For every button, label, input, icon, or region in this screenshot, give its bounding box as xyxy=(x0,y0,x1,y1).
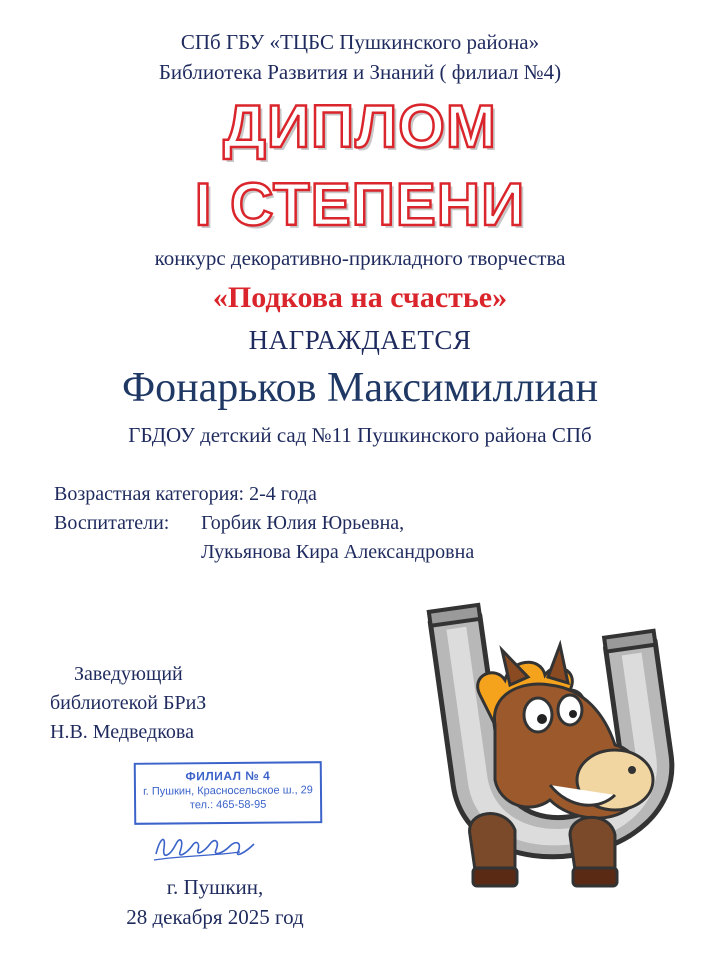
signature-icon xyxy=(150,826,260,871)
signatory-name: Н.В. Медведкова xyxy=(50,721,194,743)
diploma-degree: I СТЕПЕНИ xyxy=(194,171,526,238)
teachers-label: Воспитатели: xyxy=(54,512,170,534)
stamp-line-2: г. Пушкин, Красносельское ш., 29 xyxy=(142,784,313,798)
age-category: Возрастная категория: 2-4 года xyxy=(54,483,317,505)
awarded-label: НАГРАЖДАЕТСЯ xyxy=(248,325,472,355)
diploma-title: ДИПЛОМ xyxy=(223,93,497,160)
organization-line-1: СПб ГБУ «ТЦБС Пушкинского района» xyxy=(180,30,540,54)
organization-line-2: Библиотека Развития и Знаний ( филиал №4) xyxy=(158,60,562,84)
horseshoe-horse-icon xyxy=(410,585,710,930)
teacher-1: Горбик Юлия Юрьевна, xyxy=(201,512,405,534)
contest-name: «Подкова на счастье» xyxy=(212,281,508,314)
stamp-line-3: тел.: 465-58-95 xyxy=(189,798,267,812)
signatory-department: библиотекой БРиЗ xyxy=(50,692,207,714)
winner-name: Фонарьков Максимиллиан xyxy=(121,365,599,411)
winner-institution: ГБДОУ детский сад №11 Пушкинского района СПб xyxy=(128,423,592,447)
city: г. Пушкин, xyxy=(166,875,264,899)
signatory-position: Заведующий xyxy=(74,663,183,685)
teacher-2: Лукьянова Кира Александровна xyxy=(201,541,475,563)
stamp-line-1: ФИЛИАЛ № 4 xyxy=(185,768,271,784)
issue-date: 28 декабря 2025 год xyxy=(126,905,304,929)
library-stamp xyxy=(134,761,323,825)
contest-type: конкурс декоративно-прикладного творчества xyxy=(154,246,566,270)
